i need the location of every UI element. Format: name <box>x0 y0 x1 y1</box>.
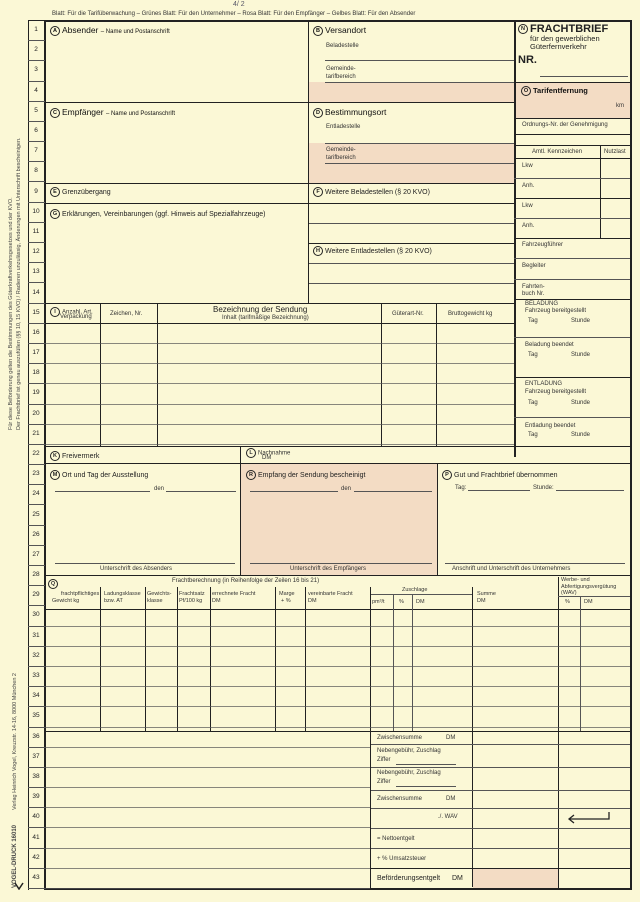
row-number: 12 <box>32 248 40 256</box>
row-number: 34 <box>32 692 40 700</box>
beladestelle-label: Beladestelle <box>326 43 359 49</box>
marge-header-2: + % <box>281 598 291 604</box>
unternehmer-signature-label: Anschrift und Unterschrift des Unternehmers <box>452 566 571 572</box>
row-number: 36 <box>32 732 40 740</box>
row-number: 11 <box>32 227 40 235</box>
row-number: 22 <box>32 450 40 457</box>
umsatzsteuer-label: + % Umsatzsteuer <box>377 856 427 862</box>
entladestelle-label: Entladestelle <box>326 124 361 130</box>
p-stunde: Stunde: <box>533 485 554 491</box>
row-number: 10 <box>32 207 40 215</box>
befoerderungsentgelt-label: Beförderungsentgelt <box>377 875 441 882</box>
fahrzeugfuehrer-label: Fahrzeugführer <box>522 242 564 248</box>
r-den: den <box>341 486 352 492</box>
handwritten-note: 4/ 2 <box>233 1 245 8</box>
row-number: 41 <box>32 833 40 841</box>
stunde-label-4: Stunde <box>571 432 591 438</box>
section-e-grenzuebergang: E Grenzübergang <box>50 187 111 197</box>
row-number: 31 <box>32 631 40 639</box>
tag-label-1: Tag <box>528 318 538 324</box>
row-number: 4 <box>34 86 38 94</box>
return-arrow-icon <box>565 810 613 826</box>
section-o-tarifentfernung: O Tarifentfernung <box>521 86 588 96</box>
ladungsklasse-header-1: Ladungsklasse <box>104 591 141 597</box>
absender-signature-label: Unterschrift des Absenders <box>100 566 173 572</box>
empfaenger-signature-label: Unterschrift des Empfängers <box>290 566 367 572</box>
zeichen-header: Zeichen, Nr. <box>110 311 143 317</box>
wav-header-1: Werbe- und <box>561 577 590 583</box>
row-number: 1 <box>34 26 38 34</box>
zuschlag-dm-header: DM <box>416 599 425 605</box>
row-number: 8 <box>34 167 38 175</box>
row-number: 35 <box>32 712 40 720</box>
fahrtenbuch-label-1: Fahrten- <box>522 284 545 290</box>
bezeichnung-header: Bezeichnung der Sendung <box>213 305 308 314</box>
title-sub2: Güterfernverkehr <box>530 42 587 51</box>
gewicht-header-2: Gewicht kg <box>52 598 80 604</box>
section-letter-a: A <box>50 26 60 36</box>
row-number: 19 <box>32 389 40 397</box>
stunde-label-1: Stunde <box>571 318 591 324</box>
gueterart-header: Güterart-Nr. <box>392 311 424 317</box>
beladung-beendet-label: Beladung beendet <box>525 342 574 348</box>
tag-label-4: Tag <box>528 432 538 438</box>
row-number: 3 <box>34 66 38 74</box>
frachtsatz-header-2: Pf/100 kg <box>179 598 203 604</box>
nutzlast-label: Nutzlast <box>604 149 626 155</box>
ziffer-1-label: Ziffer <box>377 757 391 763</box>
bruttogewicht-header: Bruttogewicht kg <box>448 311 493 317</box>
zwischensumme-2-dm: DM <box>446 796 456 802</box>
tag-label-2: Tag <box>528 352 538 358</box>
row-number: 2 <box>34 46 38 54</box>
row-number: 18 <box>32 369 40 377</box>
frachtsatz-header-1: Frachtsatz <box>179 591 205 597</box>
row-number: 43 <box>32 873 40 881</box>
zwischensumme-1-label: Zwischensumme <box>377 735 423 741</box>
wav-dm-header: DM <box>584 599 593 605</box>
anh1-label: Anh. <box>522 183 535 189</box>
km-unit: km <box>616 103 624 109</box>
section-p-uebernommen: P Gut und Frachtbrief übernommen <box>442 470 558 480</box>
stunde-label-2: Stunde <box>571 352 591 358</box>
side-text-1: Für diese Beförderung gelten die Bestimmungen des Güterkraftverkehrsgesetzes und der KVO. <box>8 197 14 430</box>
frachtberechnung-title: Frachtberechnung (in Reihenfolge der Zeilen 16 bis 21) <box>172 578 320 584</box>
beladung-bereit-label: Fahrzeug bereitgestellt <box>525 308 587 314</box>
nettoentgelt-label: = Nettoentgelt <box>377 836 415 842</box>
row-number: 6 <box>34 127 38 135</box>
section-b-versandort: B Versandort <box>313 25 366 36</box>
gewichtsklasse-header-2: klasse <box>147 598 163 604</box>
section-g-erklaerungen: G Erklärungen, Vereinbarungen (ggf. Hinweis auf Spezialfahrzeuge) <box>50 209 266 219</box>
anh2-label: Anh. <box>522 223 535 229</box>
title-nr: NR. <box>518 54 537 66</box>
section-a-absender: A Absender – Name und Postanschrift <box>50 25 170 37</box>
begleiter-label: Begleiter <box>522 263 546 269</box>
ordnungs-nr-label: Ordnungs-Nr. der Genehmigung <box>522 122 608 128</box>
section-f-beladestellen: F Weitere Beladestellen (§ 20 KVO) <box>313 187 430 197</box>
section-d-bestimmungsort: D Bestimmungsort <box>313 107 386 118</box>
row-number: 25 <box>32 510 40 518</box>
row-number: 16 <box>32 328 40 336</box>
title-block: N FRACHTBRIEF für den gewerblichen Güterfernverkehr NR. <box>518 23 609 66</box>
section-l-nachnahme: L Nachnahme <box>246 448 290 458</box>
wav-pct-header: % <box>565 599 570 605</box>
gewicht-header-1: frachtpflichtiges <box>61 591 100 597</box>
row-number: 7 <box>34 147 38 155</box>
tag-label-3: Tag <box>528 400 538 406</box>
ziffer-2-label: Ziffer <box>377 779 391 785</box>
zwischensumme-2-label: Zwischensumme <box>377 796 423 802</box>
row-number: 20 <box>32 409 40 417</box>
section-i-anzahl: I Anzahl, Art, <box>50 307 93 317</box>
row-number: 28 <box>32 571 40 579</box>
errechnete-header-1: errechnete Fracht <box>212 591 256 597</box>
vereinbarte-header-2: DM <box>308 598 317 604</box>
nebengebuehr-1-label: Nebengebühr, Zuschlag <box>377 748 441 754</box>
m-den: den <box>154 486 165 492</box>
publisher-text: Verlag Heinrich Vogel, Kreuzstr. 14-16, 8000 München 2 <box>12 673 18 810</box>
row-number: 9 <box>34 187 38 195</box>
section-q-letter: Q <box>48 579 60 589</box>
entladung-beendet-label: Entladung beendet <box>525 423 576 429</box>
row-number: 40 <box>32 813 40 821</box>
entladung-bereit-label: Fahrzeug bereitgestellt <box>525 389 587 395</box>
section-c-empfaenger: C Empfänger – Name und Postanschrift <box>50 107 175 119</box>
pct-header: % <box>399 599 404 605</box>
row-number: 26 <box>32 530 40 538</box>
nachnahme-dm: DM <box>262 455 272 461</box>
section-h-entladestellen: H Weitere Entladestellen (§ 20 KVO) <box>313 246 432 256</box>
row-number: 5 <box>34 106 38 114</box>
row-number: 37 <box>32 752 40 760</box>
nebengebuehr-2-label: Nebengebühr, Zuschlag <box>377 770 441 776</box>
row-number: 30 <box>32 611 40 619</box>
row-number: 23 <box>32 470 40 478</box>
row-number: 21 <box>32 429 40 437</box>
vogel-logo-icon <box>14 882 24 890</box>
section-m-ausstellung: M Ort und Tag der Ausstellung <box>50 470 148 480</box>
errechnete-header-2: DM <box>212 598 221 604</box>
row-number: 32 <box>32 651 40 659</box>
ladungsklasse-header-2: bzw. AT <box>104 598 123 604</box>
zwischensumme-1-dm: DM <box>446 735 456 741</box>
gemeinde-label: Gemeinde- <box>326 66 356 72</box>
row-number: 14 <box>32 288 40 296</box>
side-text-2: Der Frachtbrief ist genau auszufüllen (§§ 10, 15 KVO) / Radieren unzulässig, Änderungen mit Unterschrift bescheinigen. <box>16 137 22 430</box>
beladung-heading: BELADUNG <box>525 301 559 307</box>
amtl-kennzeichen-label: Amtl. Kennzeichen <box>532 149 583 155</box>
fahrtenbuch-label-2: buch Nr. <box>522 291 545 297</box>
zuschlage-header: Zuschlage <box>402 587 428 593</box>
gemeinde-label-d: Gemeinde- <box>326 147 356 153</box>
gewichtsklasse-header-1: Gewichts- <box>147 591 172 597</box>
row-number: 29 <box>32 591 40 599</box>
befoerderungsentgelt-dm: DM <box>452 875 463 882</box>
wav-header-3: (WAV) <box>561 590 577 596</box>
section-r-empfang: R Empfang der Sendung bescheinigt <box>246 470 365 480</box>
lkw1-label: Lkw <box>522 163 533 169</box>
row-number: 39 <box>32 793 40 801</box>
summe-header-1: Summe <box>477 591 496 597</box>
row-number: 33 <box>32 672 40 680</box>
title-sub1: für den gewerblichen <box>530 34 600 43</box>
marge-header-1: Marge <box>279 591 295 597</box>
tarifbereich-label-d: tarifbereich <box>326 155 356 161</box>
pms-header: pm³/t <box>372 599 385 605</box>
p-tag: Tag: <box>455 485 467 491</box>
inhalt-header: Inhalt (tarifmäßige Bezeichnung) <box>222 315 309 321</box>
row-number: 42 <box>32 853 40 861</box>
vereinbarte-header-1: vereinbarte Fracht <box>308 591 353 597</box>
top-banner: Blatt: Für die Tarifüberwachung – Grünes Blatt: Für den Unternehmer – Rosa Blatt: Für den Empfänger – Gelbes Blatt: Für den Absender <box>52 11 416 17</box>
wav-label: ./. WAV <box>438 814 458 820</box>
section-k-freivermerk: K Freivermerk <box>50 451 99 461</box>
row-number: 27 <box>32 550 40 558</box>
title-main: FRACHTBRIEF <box>530 23 609 35</box>
print-code: VOGEL-DRUCK 16010 <box>12 824 18 888</box>
tarifbereich-label: tarifbereich <box>326 74 356 80</box>
row-number: 13 <box>32 268 40 276</box>
row-number: 38 <box>32 772 40 780</box>
wav-header-2: Abfertigungsvergütung <box>561 584 617 590</box>
row-number: 17 <box>32 349 40 357</box>
entladung-heading: ENTLADUNG <box>525 381 563 387</box>
lkw2-label: Lkw <box>522 203 533 209</box>
stunde-label-3: Stunde <box>571 400 591 406</box>
verpackung-label: Verpackung <box>60 314 92 320</box>
row-number: 15 <box>32 308 40 316</box>
summe-header-2: DM <box>477 598 486 604</box>
row-number: 24 <box>32 490 40 498</box>
